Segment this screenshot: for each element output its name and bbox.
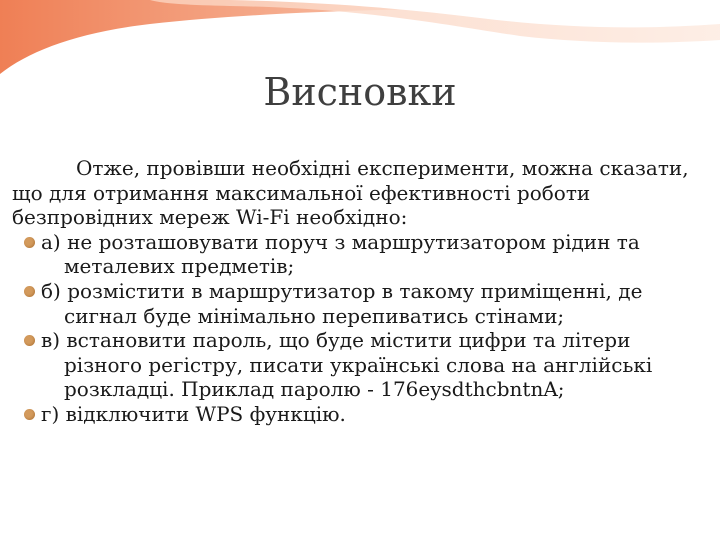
bullet-list (12, 230, 702, 427)
list-item (12, 230, 702, 279)
list-item (12, 328, 702, 402)
list-item (12, 279, 702, 328)
circle-bullet-icon (24, 237, 35, 248)
bullet-text: б) розмістити в маршрутизатор в такому приміщенні, де сигнал буде мінімально перепиватись стінами; (41, 278, 643, 328)
circle-bullet-icon (24, 286, 35, 297)
slide-body (12, 156, 702, 427)
bullet-text: а) не розташовувати поруч з маршрутизатором рідин та металевих предметів; (41, 229, 640, 279)
intro-paragraph: Отже, провівши необхідні експерименти, можна сказати, що для отримання максимальної ефективності роботи безпровідних мереж Wi-Fi необхідно: (12, 156, 689, 230)
circle-bullet-icon (24, 409, 35, 420)
circle-bullet-icon (24, 335, 35, 346)
slide-title: Висновки (263, 70, 457, 114)
list-item (12, 402, 702, 427)
bullet-text: г) відключити WPS функцію. (41, 401, 346, 426)
bullet-text: в) встановити пароль, що буде містити цифри та літери різного регістру, писати українські слова на англійські розкладці. Приклад паролю - 176eysdthcbntnA; (41, 328, 653, 402)
